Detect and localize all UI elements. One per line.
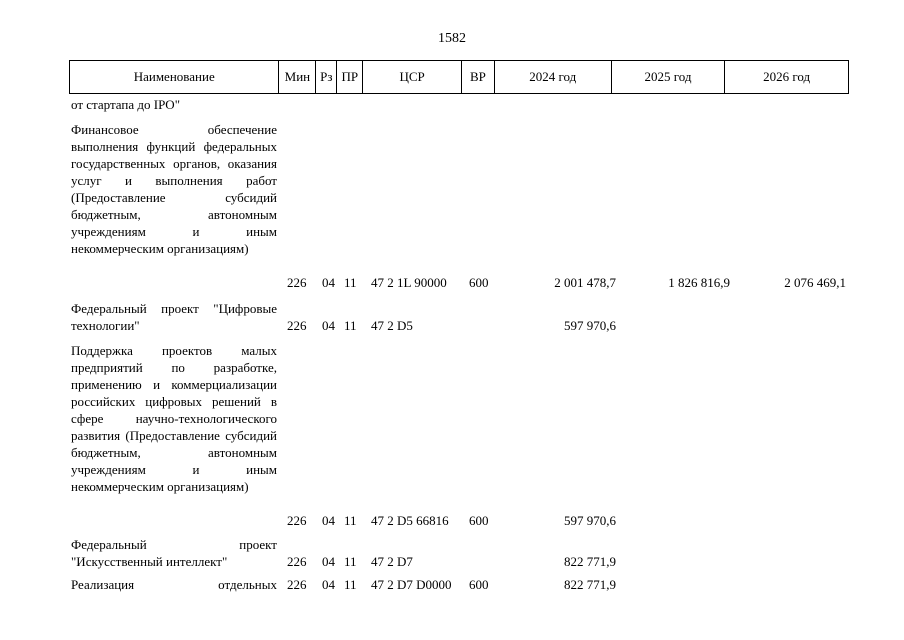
row-csr: 47 2 D7 — [371, 554, 413, 569]
row-csr: 47 2 D5 — [371, 318, 413, 333]
row-name: Поддержка проектов малых предприятий по разработке, применению и коммерциализации российских цифровых решений в сфере научно-технологического развития (Предоставление субсидий бюджетным, автономным учреждениям и иным некоммерческим организациям) — [71, 343, 277, 494]
row-rz: 04 — [322, 577, 335, 592]
header-min: Мин — [279, 61, 316, 93]
row-min: 226 — [287, 577, 307, 592]
row-pr: 11 — [344, 275, 357, 290]
row-2026: 2 076 469,1 — [784, 275, 846, 290]
row-min: 226 — [287, 318, 307, 333]
row-2024: 822 771,9 — [564, 577, 616, 592]
header-2024: 2024 год — [495, 61, 612, 93]
row-values — [69, 512, 849, 529]
row-rz: 04 — [322, 554, 335, 569]
row-name: от стартапа до IPO" — [71, 97, 181, 112]
row-values — [69, 576, 849, 593]
row-2024: 597 970,6 — [564, 318, 616, 333]
row-min: 226 — [287, 513, 307, 528]
row-2024: 2 001 478,7 — [554, 275, 616, 290]
row-pr: 11 — [344, 577, 357, 592]
row-pr: 11 — [344, 554, 357, 569]
header-2026: 2026 год — [763, 69, 811, 84]
row-csr: 47 2 1L 90000 — [371, 275, 447, 290]
header-vr: ВР — [462, 61, 495, 93]
row-min: 226 — [287, 554, 307, 569]
row-vr: 600 — [469, 577, 489, 592]
row-2024: 597 970,6 — [564, 513, 616, 528]
row-pr: 11 — [344, 513, 357, 528]
row-values — [69, 317, 849, 334]
row-vr: 600 — [469, 275, 489, 290]
header-2025: 2025 год — [612, 61, 726, 93]
header-pr: ПР — [337, 61, 363, 93]
row-2025: 1 826 816,9 — [668, 275, 730, 290]
row-csr: 47 2 D5 66816 — [371, 513, 449, 528]
header-csr: ЦСР — [363, 61, 462, 93]
row-values — [69, 274, 849, 291]
row-min: 226 — [287, 275, 307, 290]
header-name: Наименование — [70, 61, 279, 93]
row-rz: 04 — [322, 318, 335, 333]
row-name: Федеральный проект "Цифровые технологии" — [71, 301, 277, 333]
row-name: Федеральный проект "Искусственный интеллект" — [71, 537, 277, 569]
page-number: 1582 — [438, 31, 466, 46]
row-2024: 822 771,9 — [564, 554, 616, 569]
row-rz: 04 — [322, 275, 335, 290]
row-rz: 04 — [322, 513, 335, 528]
table-header — [69, 60, 849, 94]
row-name: Реализация отдельных — [71, 577, 277, 592]
header-rz: Рз — [316, 61, 337, 93]
row-values — [69, 553, 849, 570]
row-name: Финансовое обеспечение выполнения функций федеральных государственных органов, оказания услуг и выполнения работ (Предоставление субсидий бюджетным, автономным учреждениям и иным некоммерческим организациям) — [71, 122, 277, 256]
row-pr: 11 — [344, 318, 357, 333]
row-csr: 47 2 D7 D0000 — [371, 577, 452, 592]
row-vr: 600 — [469, 513, 489, 528]
